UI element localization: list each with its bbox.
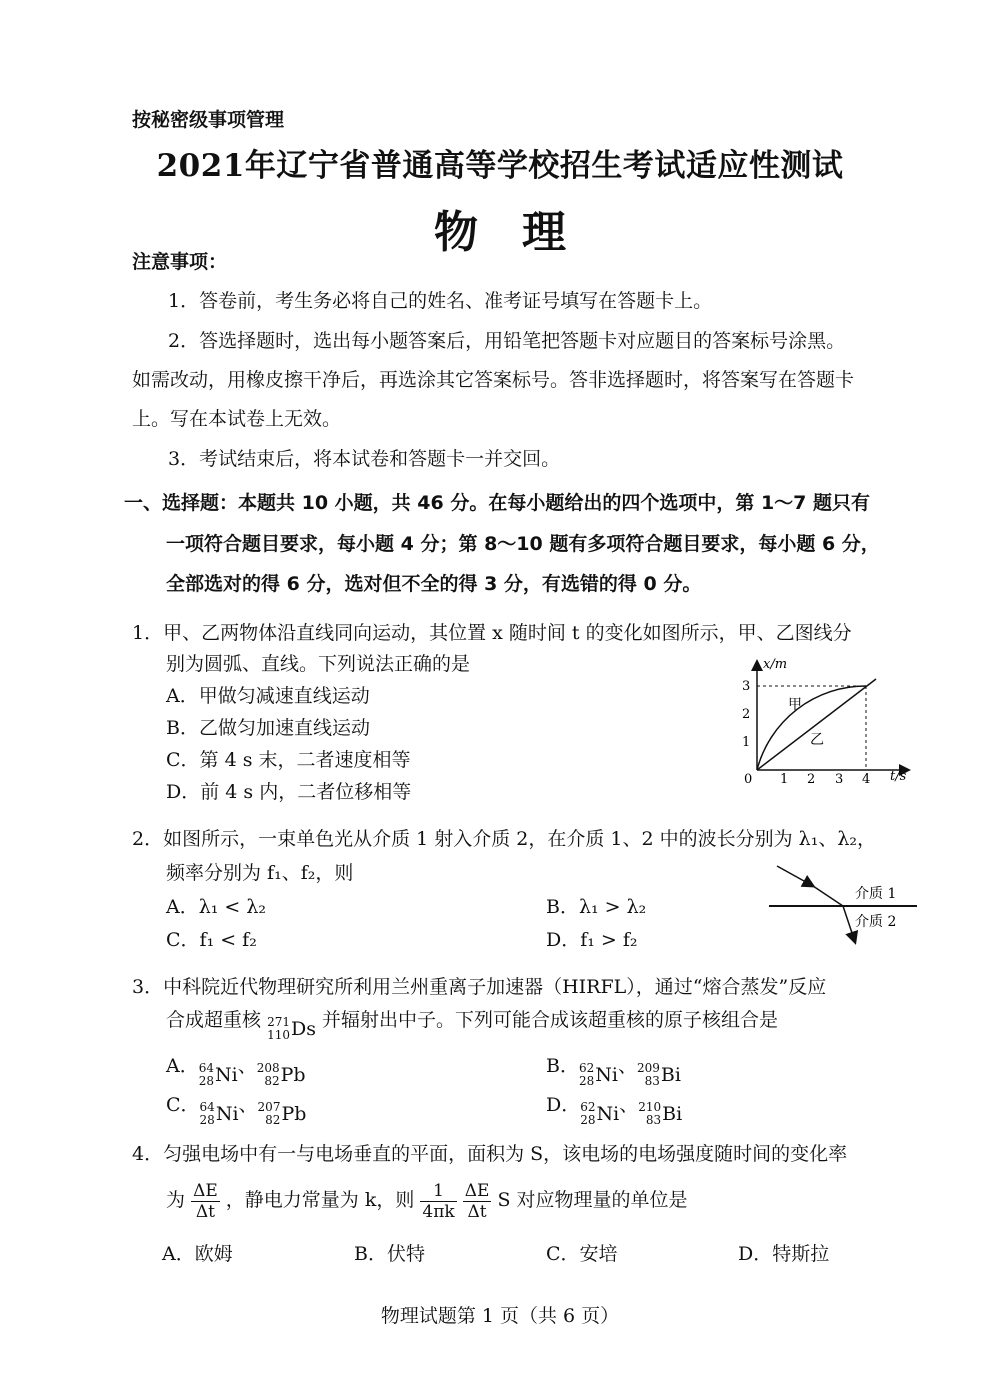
graph-ytick-1: 1	[742, 735, 751, 750]
q4-stem-line2	[166, 1178, 688, 1222]
q3-option-c-label: C．	[166, 1094, 200, 1116]
frac-den: Δt	[195, 1201, 215, 1222]
graph-xtick-3: 3	[835, 772, 844, 787]
graph-xtick-1: 1	[780, 772, 789, 787]
graph-label-yi: 乙	[810, 732, 824, 748]
mass: 209	[636, 1061, 660, 1075]
graph-line-yi	[757, 679, 876, 770]
q3-option-a	[166, 1054, 306, 1088]
separator: 、	[237, 1055, 257, 1077]
frac-den: 4πk	[422, 1201, 455, 1222]
fraction-1-over-4pik	[420, 1181, 456, 1222]
mass: 62	[580, 1100, 596, 1114]
note-1: 1．答卷前，考生务必将自己的姓名、准考证号填写在答题卡上。	[168, 290, 713, 312]
refracted-ray	[843, 906, 855, 942]
secret-level-label: 按秘密级事项管理	[132, 109, 285, 131]
q3-option-c	[166, 1093, 306, 1127]
symbol: Ni	[596, 1103, 620, 1125]
mass: 62	[578, 1061, 595, 1075]
q1-option-c: C．第 4 s 末，二者速度相等	[166, 749, 411, 771]
q3-option-a-label: A．	[166, 1055, 199, 1077]
q3-option-d	[546, 1093, 682, 1127]
nuclide	[638, 1101, 682, 1127]
incident-ray	[813, 886, 843, 906]
graph-ytick-3: 3	[742, 679, 751, 694]
incident-ray-arrow	[777, 866, 813, 886]
mass: 207	[257, 1100, 281, 1114]
note-2-end: 上。写在本试卷上无效。	[132, 408, 342, 430]
q1-stem-line2: 别为圆弧、直线。下列说法正确的是	[166, 653, 471, 675]
q4-option-b: B．伏特	[354, 1243, 425, 1265]
q3-option-b	[546, 1054, 681, 1088]
q2-option-a: A．λ₁ < λ₂	[166, 896, 267, 918]
nuclide	[199, 1062, 238, 1088]
q4-option-a: A．欧姆	[162, 1243, 233, 1265]
symbol: Pb	[280, 1064, 306, 1086]
q4-mid: ，静电力常量为 k，则	[225, 1189, 415, 1211]
nuclide	[257, 1062, 306, 1088]
mass: 208	[256, 1061, 280, 1075]
q1-position-time-graph	[730, 652, 950, 787]
z: 28	[198, 1074, 215, 1088]
q2-option-b: B．λ₁ > λ₂	[546, 896, 647, 918]
q1-stem-line1: 1．甲、乙两物体沿直线同向运动，其位置 x 随时间 t 的变化如图所示，甲、乙图线分	[132, 622, 852, 644]
note-2: 2．答选择题时，选出每小题答案后，用铅笔把答题卡对应题目的答案标号涂黑。	[168, 330, 846, 352]
section1-line3: 全部选对的得 6 分，选对但不全的得 3 分，有选错的得 0 分。	[166, 573, 702, 595]
q1-option-d: D．前 4 s 内，二者位移相等	[166, 781, 412, 803]
q4-option-d: D．特斯拉	[738, 1243, 830, 1265]
separator: 、	[619, 1094, 639, 1116]
note-3: 3．考试结束后，将本试卷和答题卡一并交回。	[168, 448, 561, 470]
section1-line1: 一、选择题：本题共 10 小题，共 46 分。在每小题给出的四个选项中，第 1～7 题只有	[124, 492, 871, 514]
nuclide	[580, 1101, 619, 1127]
note-2-cont: 如需改动，用橡皮擦干净后，再选涂其它答案标号。答非选择题时，将答案写在答题卡	[132, 369, 855, 391]
symbol: Bi	[660, 1064, 681, 1086]
graph-y-label: x/m	[763, 657, 788, 672]
q4-stem-line1: 4．匀强电场中有一与电场垂直的平面，面积为 S，该电场的电场强度随时间的变化率	[132, 1143, 848, 1165]
q3-option-b-label: B．	[546, 1055, 579, 1077]
symbol: Bi	[662, 1103, 683, 1125]
nuclide	[258, 1101, 307, 1127]
q2-stem-line1: 2．如图所示，一束单色光从介质 1 射入介质 2，在介质 1、2 中的波长分别为 λ₁、λ₂，	[132, 828, 876, 850]
q3-option-d-label: D．	[546, 1094, 581, 1116]
subject-title: 物 理	[434, 207, 566, 258]
graph-x-label: t/s	[890, 769, 907, 784]
graph-origin: 0	[744, 772, 753, 787]
symbol: Ni	[595, 1064, 618, 1086]
frac-num: 1	[420, 1181, 456, 1202]
q4-tail: S 对应物理量的单位是	[497, 1189, 688, 1211]
medium-2-label: 介质 2	[855, 914, 897, 930]
mass: 210	[638, 1100, 662, 1114]
z: 28	[580, 1113, 596, 1127]
mass: 64	[199, 1100, 215, 1114]
section1-line2: 一项符合题目要求，每小题 4 分；第 8～10 题有多项符合题目要求，每小题 6 分，	[166, 533, 880, 555]
z: 83	[644, 1074, 660, 1088]
q3-stem-pre: 合成超重核	[166, 1009, 262, 1031]
z: 28	[578, 1074, 595, 1088]
graph-label-jia: 甲	[788, 697, 802, 713]
z: 83	[645, 1113, 662, 1127]
separator: 、	[238, 1094, 258, 1116]
q4-wei: 为	[166, 1189, 186, 1211]
q3-stem-post: 并辐射出中子。下列可能合成该超重核的原子核组合是	[322, 1009, 779, 1031]
nuclide	[637, 1062, 681, 1088]
ds-symbol: Ds	[290, 1018, 316, 1040]
notes-title: 注意事项：	[132, 251, 228, 273]
graph-xtick-2: 2	[807, 772, 816, 787]
nuclide	[200, 1101, 239, 1127]
exam-title: 2021年辽宁省普通高等学校招生考试适应性测试	[156, 148, 844, 184]
frac-den: Δt	[467, 1201, 487, 1222]
q1-option-b: B．乙做匀加速直线运动	[166, 717, 370, 739]
page-footer: 物理试题第 1 页（共 6 页）	[380, 1305, 620, 1327]
graph-xtick-4: 4	[862, 772, 871, 787]
frac-num: ΔE	[464, 1180, 490, 1201]
q2-stem-line2: 频率分别为 f₁、f₂，则	[166, 862, 354, 884]
z: 82	[265, 1113, 281, 1127]
q2-option-c: C．f₁ < f₂	[166, 929, 257, 951]
q1-option-a: A．甲做匀减速直线运动	[166, 685, 370, 707]
ds-mass: 271	[267, 1015, 290, 1029]
nuclide-ds	[267, 1016, 316, 1042]
medium-1-label: 介质 1	[855, 886, 897, 902]
nuclide	[579, 1062, 618, 1088]
q3-stem-line2	[166, 1008, 778, 1042]
fraction-delta-e-over-delta-t-2	[463, 1181, 492, 1222]
graph-ytick-2: 2	[742, 707, 751, 722]
q2-option-d: D．f₁ > f₂	[546, 929, 638, 951]
q4-option-c: C．安培	[546, 1243, 618, 1265]
fraction-delta-e-over-delta-t	[191, 1181, 220, 1222]
z: 82	[264, 1074, 280, 1088]
symbol: Pb	[281, 1103, 307, 1125]
z: 28	[199, 1113, 215, 1127]
q3-stem-line1: 3．中科院近代物理研究所利用兰州重离子加速器（HIRFL），通过“熔合蒸发”反应	[132, 976, 827, 998]
q2-refraction-diagram	[765, 862, 945, 952]
ds-z: 110	[267, 1028, 290, 1042]
symbol: Ni	[215, 1064, 238, 1086]
separator: 、	[617, 1055, 637, 1077]
frac-num: ΔE	[193, 1180, 218, 1201]
symbol: Ni	[215, 1103, 239, 1125]
mass: 64	[198, 1061, 215, 1075]
